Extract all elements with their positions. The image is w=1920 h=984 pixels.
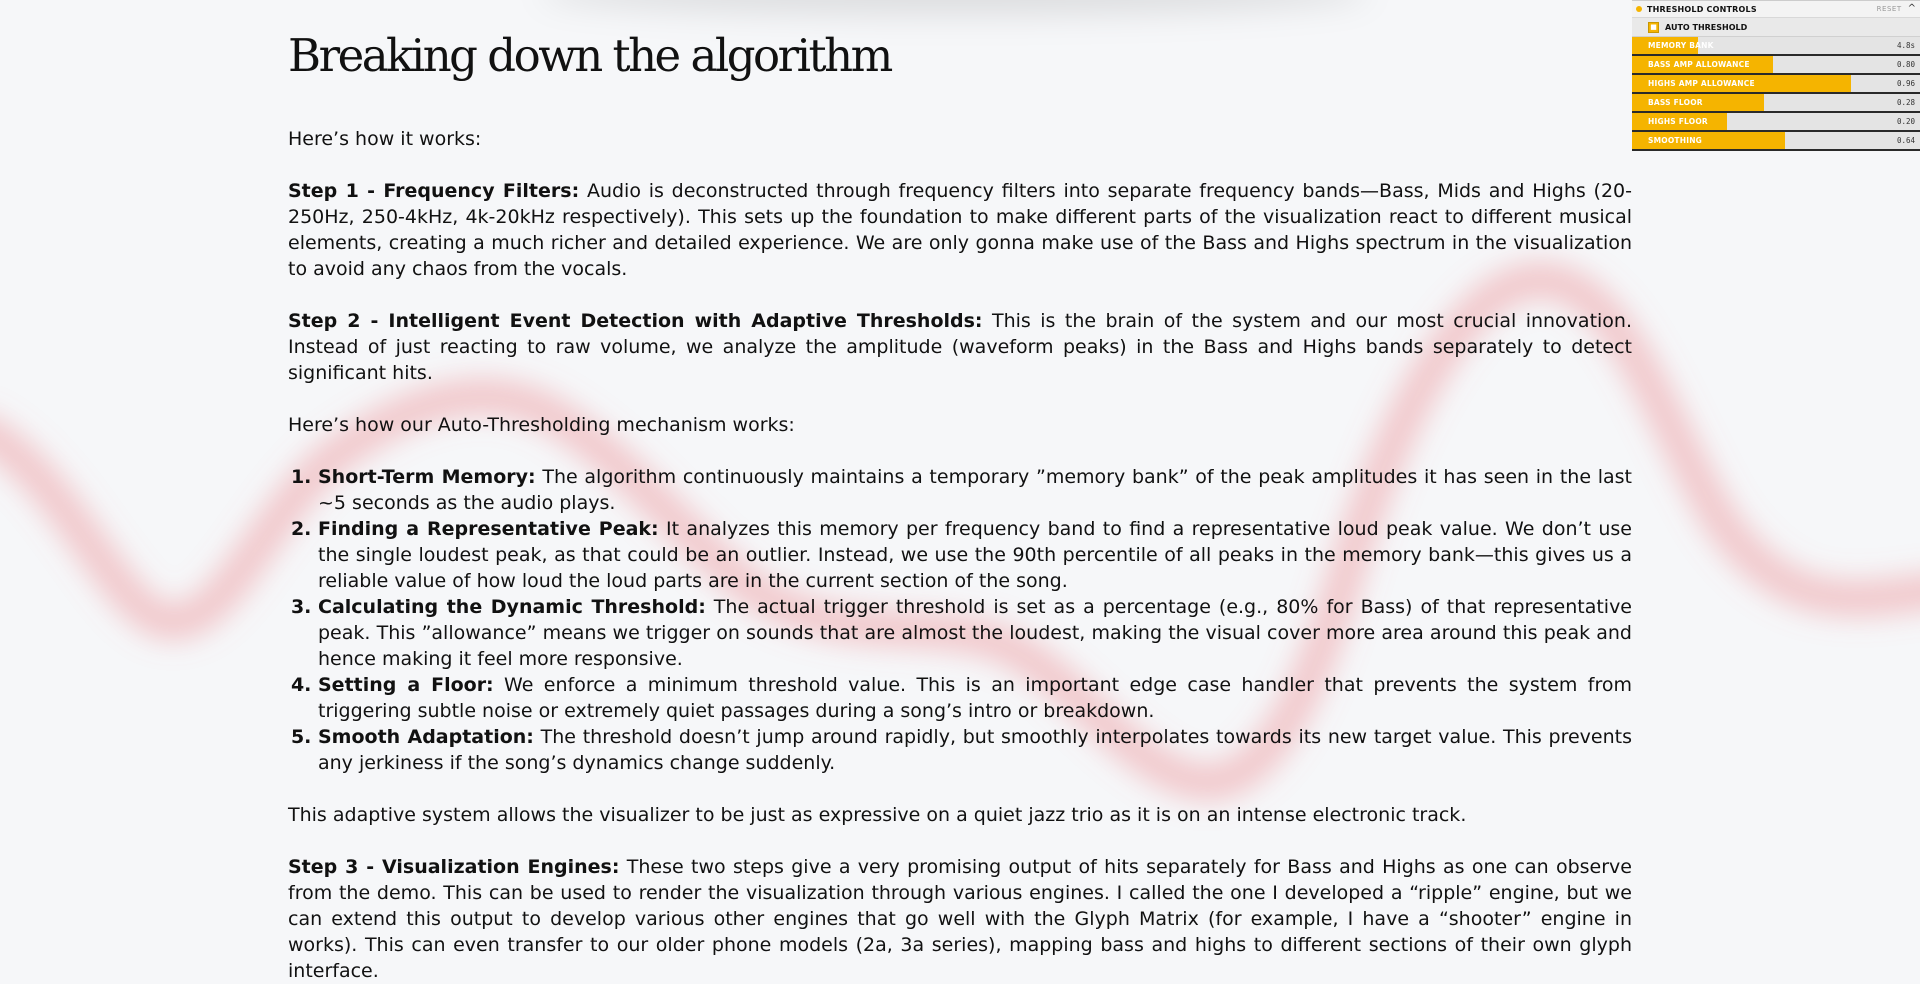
list-item	[318, 672, 1632, 724]
slider-label: BASS AMP ALLOWANCE	[1648, 60, 1750, 69]
step3-text: These two steps give a very promising output of hits separately for Bass and Highs as one can observe from the demo. This can be used to render the visualization through various engines. I called the one I developed a “ripple” engine, but we can extend this output to develop various other engines that go well with the Glyph Matrix (for example, I have a “shooter” engine in works). This can even transfer to our older phone models (2a, 3a series), mapping bass and highs to different sections of their own glyph interface.	[288, 856, 1632, 982]
article	[288, 0, 1632, 984]
step2-heading: Step 2 - Intelligent Event Detection with Adaptive Thresholds:	[288, 310, 983, 332]
list-item-text: The threshold doesn’t jump around rapidly, but smoothly interpolates towards its new target value. This prevents any jerkiness if the song’s dynamics change suddenly.	[318, 726, 1632, 774]
list-item-heading: Short-Term Memory:	[318, 466, 536, 488]
collapse-chevron-icon[interactable]: ^	[1907, 3, 1916, 14]
list-item-heading: Finding a Representative Peak:	[318, 518, 659, 540]
highs-amp-allowance-slider[interactable]	[1632, 75, 1920, 94]
reset-button[interactable]: RESET	[1876, 5, 1902, 13]
auto-threshold-intro: Here’s how our Auto-Thresholding mechanism works:	[288, 414, 795, 436]
step3-heading: Step 3 - Visualization Engines:	[288, 856, 620, 878]
slider-value: 0.96	[1896, 79, 1915, 88]
slider-label: SMOOTHING	[1648, 136, 1703, 145]
step1-heading: Step 1 - Frequency Filters:	[288, 180, 580, 202]
highs-floor-slider[interactable]	[1632, 113, 1920, 132]
memory-bank-slider[interactable]	[1632, 37, 1920, 56]
auto-threshold-checkbox[interactable]: ■	[1648, 22, 1659, 33]
step2-paragraph	[288, 308, 1632, 386]
intro-text: Here’s how it works:	[288, 128, 482, 150]
list-item	[318, 594, 1632, 672]
status-dot-icon	[1636, 6, 1642, 12]
threshold-controls-panel	[1632, 0, 1920, 151]
slider-label: BASS FLOOR	[1648, 98, 1703, 107]
auto-threshold-label: AUTO THRESHOLD	[1665, 22, 1748, 32]
mechanism-list	[288, 464, 1632, 776]
panel-title: THRESHOLD CONTROLS	[1647, 4, 1757, 14]
list-item-heading: Setting a Floor:	[318, 674, 494, 696]
slider-label: HIGHS FLOOR	[1648, 117, 1708, 126]
list-item-heading: Smooth Adaptation:	[318, 726, 534, 748]
list-item	[318, 516, 1632, 594]
adaptive-summary: This adaptive system allows the visualizer to be just as expressive on a quiet jazz trio as it is on an intense electronic track.	[288, 804, 1467, 826]
step1-paragraph	[288, 178, 1632, 282]
panel-header[interactable]	[1632, 1, 1920, 18]
step1-text: Audio is deconstructed through frequency filters into separate frequency bands—Bass, Mids and Highs (20-250Hz, 250-4kHz, 4k-20kHz respectively). This sets up the foundation to make different parts of the visualization react to different musical elements, creating a much richer and detailed experience. We are only gonna make use of the Bass and Highs spectrum in the visualization to avoid any chaos from the vocals.	[288, 180, 1633, 280]
slider-value: 0.20	[1896, 117, 1915, 126]
auto-threshold-toggle[interactable]	[1632, 18, 1920, 37]
slider-label: HIGHS AMP ALLOWANCE	[1648, 79, 1755, 88]
page-title: Breaking down the algorithm	[288, 29, 891, 82]
slider-value: 0.80	[1896, 60, 1915, 69]
list-item-text: It analyzes this memory per frequency band to find a representative loud peak value. We don’t use the single loudest peak, as that could be an outlier. Instead, we use the 90th percentile of all peaks in the memory bank—this gives us a reliable value of how loud the loud parts are in the current section of the song.	[318, 518, 1632, 592]
smoothing-slider[interactable]	[1632, 132, 1920, 151]
list-item	[318, 464, 1632, 516]
bass-floor-slider[interactable]	[1632, 94, 1920, 113]
step2-text: This is the brain of the system and our most crucial innovation. Instead of just reacting to raw volume, we analyze the amplitude (waveform peaks) in the Bass and Highs bands separately to detect significant hits.	[288, 310, 1633, 384]
slider-value: 4.8s	[1896, 41, 1915, 50]
list-item-text: We enforce a minimum threshold value. This is an important edge case handler that prevents the system from triggering subtle noise or extremely quiet passages during a song’s intro or breakdown.	[318, 674, 1632, 722]
list-item-text: The actual trigger threshold is set as a percentage (e.g., 80% for Bass) of that representative peak. This ”allowance” means we trigger on sounds that are almost the loudest, making the visual cover more area around this peak and hence making it feel more responsive.	[318, 596, 1632, 670]
list-item-heading: Calculating the Dynamic Threshold:	[318, 596, 706, 618]
step3-paragraph	[288, 854, 1632, 984]
list-item-text: The algorithm continuously maintains a temporary ”memory bank” of the peak amplitudes it has seen in the last ~5 seconds as the audio plays.	[318, 466, 1632, 514]
slider-value: 0.64	[1896, 136, 1915, 145]
list-item	[318, 724, 1632, 776]
slider-label: MEMORY BANK	[1648, 41, 1714, 50]
slider-value: 0.28	[1896, 98, 1915, 107]
bass-amp-allowance-slider[interactable]	[1632, 56, 1920, 75]
